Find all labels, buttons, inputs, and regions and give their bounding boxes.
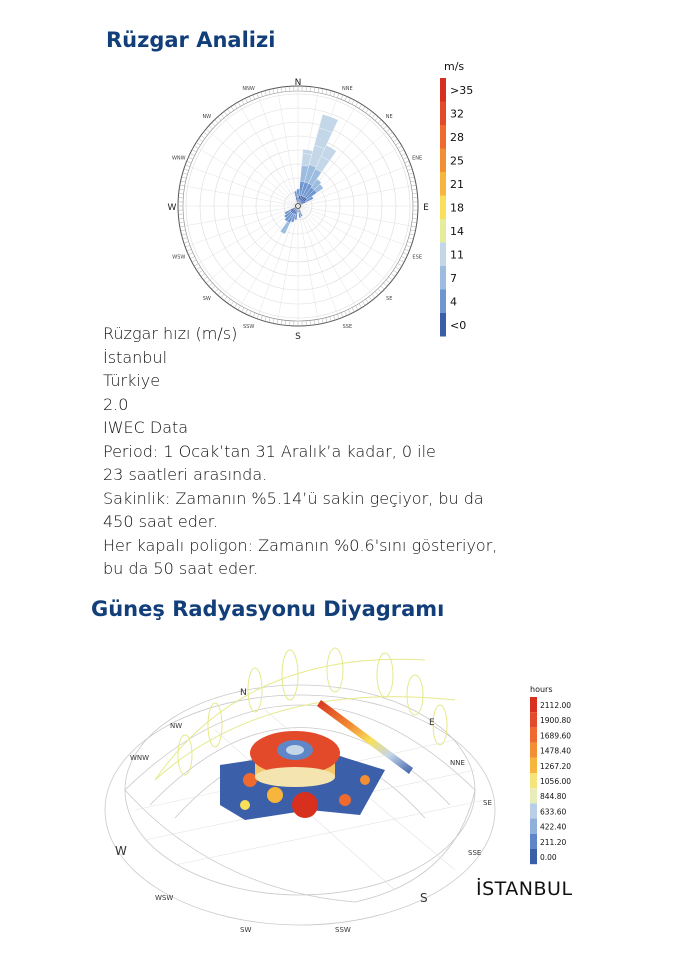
wind-legend-swatch xyxy=(440,125,446,149)
wind-rose-petals xyxy=(280,114,338,234)
wind-legend-swatch xyxy=(440,102,446,126)
solar-legend-swatch xyxy=(530,743,537,758)
dir-label-s: S xyxy=(420,891,428,905)
wind-rose-grid xyxy=(178,86,418,326)
solar-legend-swatch xyxy=(530,773,537,788)
compass-minor-label: SSW xyxy=(242,324,255,331)
solar-legend-swatch xyxy=(530,727,537,742)
solar-legend-label: 1267.20 xyxy=(540,761,572,771)
wind-legend-swatch xyxy=(440,196,446,220)
dir-label-sse: SSE xyxy=(468,849,482,857)
site-model xyxy=(220,731,385,820)
solar-legend-swatch xyxy=(530,803,537,818)
dir-label-nw: NW xyxy=(170,722,183,730)
wind-legend-label: 32 xyxy=(450,107,464,121)
wind-info-line: Her kapalı poligon: Zamanın %0.6'sını gösteriyor, xyxy=(103,535,498,555)
compass-minor-label: SW xyxy=(202,296,211,303)
compass-minor-label: SSE xyxy=(342,324,353,331)
wind-legend-label: 28 xyxy=(450,131,464,144)
solar-legend-label: 422.40 xyxy=(540,822,567,832)
wind-info-line: Sakinlik: Zamanın %5.14’ü sakin geçiyor, bu da xyxy=(103,488,484,508)
wind-info-line: 23 saatleri arasında. xyxy=(103,465,268,484)
compass-minor-label: WSW xyxy=(172,254,186,261)
wind-legend-swatch xyxy=(440,172,446,196)
wind-legend-label: 11 xyxy=(450,248,464,262)
solar-legend-label: 211.20 xyxy=(540,837,567,847)
wind-legend-label: <0 xyxy=(450,319,467,332)
solar-radiation-diagram xyxy=(95,640,515,940)
compass-minor-label: WNW xyxy=(171,155,186,162)
compass-e-label: E xyxy=(423,203,429,213)
wind-legend-label: 25 xyxy=(450,154,464,168)
dir-label-sw: SW xyxy=(240,926,252,934)
wind-legend-label: 7 xyxy=(450,272,457,285)
solar-legend-label: 844.80 xyxy=(540,792,567,802)
solar-legend-swatch xyxy=(530,819,537,834)
compass-minor-label: NNW xyxy=(242,85,255,92)
solar-legend-swatch xyxy=(530,712,537,727)
compass-minor-label: ESE xyxy=(412,254,422,261)
wind-legend-label: 4 xyxy=(450,295,457,309)
solar-radiation-title: Güneş Radyasyonu Diyagramı xyxy=(91,597,445,621)
dir-label-nne: NNE xyxy=(450,759,465,767)
dir-label-wnw: WNW xyxy=(130,754,150,762)
solar-legend-swatch xyxy=(530,758,537,773)
wind-analysis-title: Rüzgar Analizi xyxy=(106,28,276,52)
solar-legend-label: 1478.40 xyxy=(540,746,572,756)
wind-speed-legend xyxy=(430,58,510,348)
solar-hours-legend xyxy=(510,680,620,865)
compass-minor-label: NE xyxy=(385,113,393,120)
wind-info-line: 450 saat eder. xyxy=(103,512,218,531)
wind-legend-label: 21 xyxy=(450,178,464,191)
solar-legend-swatch xyxy=(530,788,537,803)
solar-legend-unit: hours xyxy=(530,685,553,694)
solar-legend-label: 0.00 xyxy=(540,853,557,862)
dir-label-se: SE xyxy=(483,799,492,807)
solar-legend-label: 633.60 xyxy=(540,807,567,817)
compass-w-label: W xyxy=(167,203,177,213)
dir-label-ssw: SSW xyxy=(335,926,351,934)
wind-legend-swatch xyxy=(440,78,446,102)
dir-label-e: E xyxy=(429,718,435,728)
solar-legend-label: 1900.80 xyxy=(540,716,572,726)
wind-info-block xyxy=(103,322,497,581)
wind-legend-swatch xyxy=(440,243,446,267)
compass-n-label: N xyxy=(294,78,302,88)
wind-legend-label: 18 xyxy=(450,201,464,215)
dir-label-wsw: WSW xyxy=(155,894,174,902)
wind-legend-label: >35 xyxy=(450,84,474,97)
solar-legend-label: 1689.60 xyxy=(540,731,572,741)
compass-s-label: S xyxy=(295,332,301,342)
wind-legend-swatch xyxy=(440,149,446,173)
city-label: İSTANBUL xyxy=(476,878,573,900)
wind-info-line: bu da 50 saat eder. xyxy=(103,559,259,578)
solar-legend-swatch xyxy=(530,849,537,864)
wind-legend-swatch xyxy=(440,266,446,290)
dir-label-w: W xyxy=(115,844,127,858)
compass-minor-label: ENE xyxy=(412,155,423,162)
solar-legend-label: 1056.00 xyxy=(540,777,572,786)
compass-minor-label: NW xyxy=(202,113,212,120)
wind-info-line: Period: 1 Ocak’tan 31 Aralık’a kadar, 0 ile xyxy=(103,441,436,461)
wind-info-line: Rüzgar hızı (m/s) xyxy=(103,324,238,343)
compass-minor-label: SE xyxy=(386,296,393,303)
wind-info-line: IWEC Data xyxy=(103,418,189,437)
wind-info-line: İstanbul xyxy=(103,347,168,367)
wind-legend-label: 14 xyxy=(450,225,464,238)
wind-info-line: 2.0 xyxy=(103,394,129,414)
wind-info-line: Türkiye xyxy=(103,371,161,390)
wind-legend-unit: m/s xyxy=(444,60,465,73)
wind-legend-swatch xyxy=(440,219,446,243)
solar-legend-swatch xyxy=(530,834,537,849)
dir-label-n: N xyxy=(240,688,247,698)
compass-minor-label: NNE xyxy=(342,85,353,92)
solar-legend-swatch xyxy=(530,697,537,712)
solar-legend-label: 2112.00 xyxy=(540,701,572,710)
wind-legend-swatch xyxy=(440,290,446,314)
